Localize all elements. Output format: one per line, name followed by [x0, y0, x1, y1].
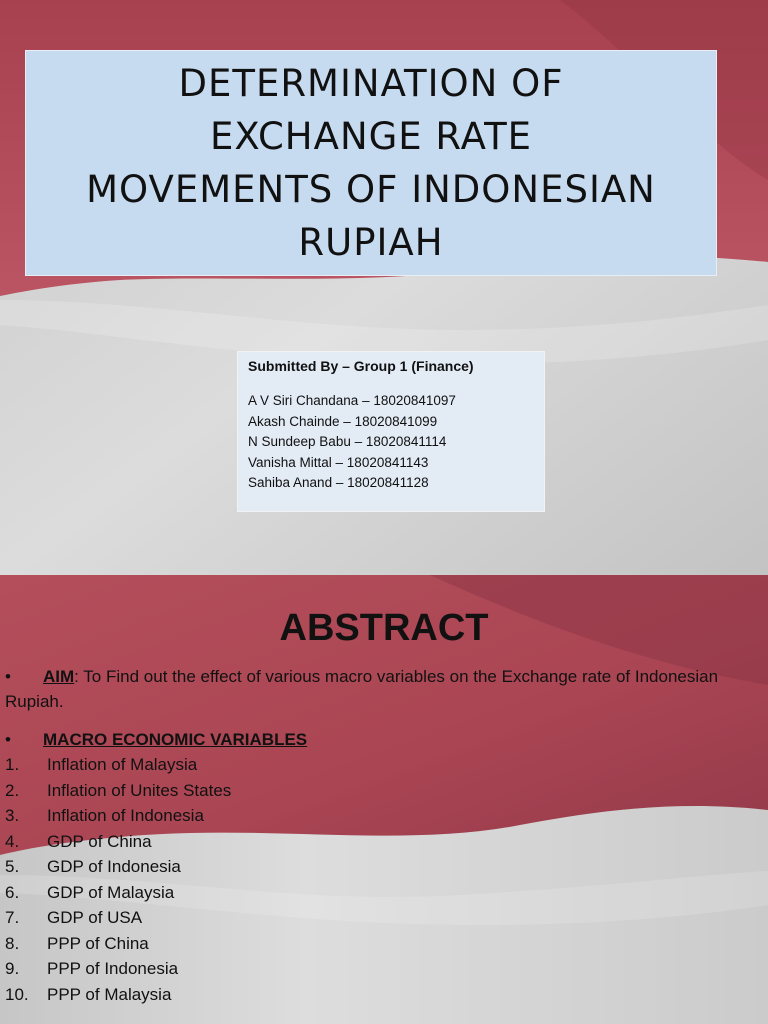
title-line-4: RUPIAH	[298, 221, 444, 264]
list-text: GDP of Indonesia	[47, 857, 181, 876]
abstract-slide	[0, 575, 768, 1024]
list-number: 9.	[5, 959, 20, 978]
list-text: GDP of USA	[47, 908, 143, 927]
title-line-2: EXCHANGE RATE	[209, 115, 533, 158]
presentation-title	[26, 57, 716, 269]
list-text: GDP of Malaysia	[47, 882, 175, 902]
list-number: 8.	[5, 933, 20, 953]
title-line-1: DETERMINATION OF	[178, 62, 564, 105]
bullet-aim: •	[5, 667, 11, 686]
list-number: 10.	[5, 984, 29, 1004]
list-item	[5, 931, 765, 957]
submitted-by-box	[237, 351, 545, 512]
list-text: Inflation of Unites States	[47, 780, 232, 800]
list-item	[5, 854, 765, 880]
variables-heading-line	[5, 727, 765, 752]
list-number: 2.	[5, 780, 20, 800]
list-text: Inflation of Indonesia	[47, 806, 204, 825]
member-2: Akash Chainde – 18020841099	[248, 413, 438, 429]
list-item	[5, 880, 765, 906]
list-item	[5, 905, 765, 931]
list-number: 4.	[5, 831, 20, 851]
aim-label: AIM	[43, 667, 75, 686]
list-number: 1.	[5, 755, 20, 774]
list-text: GDP of China	[47, 831, 152, 851]
list-item	[5, 956, 765, 982]
list-number: 6.	[5, 882, 20, 902]
bullet-variables: •	[5, 730, 11, 749]
list-item	[5, 982, 765, 1008]
list-item	[5, 778, 765, 804]
title-line-3: MOVEMENTS OF INDONESIAN	[86, 168, 656, 211]
variables-list	[5, 752, 765, 1007]
member-5: Sahiba Anand – 18020841128	[248, 475, 429, 490]
list-item	[5, 803, 765, 829]
abstract-content	[5, 664, 765, 1007]
list-number: 7.	[5, 908, 20, 927]
list-text: PPP of Malaysia	[47, 984, 172, 1004]
member-3: N Sundeep Babu – 18020841114	[248, 434, 447, 449]
list-number: 3.	[5, 806, 20, 825]
aim-paragraph	[5, 664, 765, 714]
list-number: 5.	[5, 857, 20, 876]
list-item	[5, 752, 765, 778]
variables-heading: MACRO ECONOMIC VARIABLES	[43, 730, 308, 749]
aim-text: : To Find out the effect of various macro variables on the Exchange rate of Indonesian Rupiah.	[5, 667, 719, 711]
list-text: PPP of China	[47, 933, 149, 953]
list-text: PPP of Indonesia	[47, 959, 179, 978]
submitted-by-heading: Submitted By – Group 1 (Finance)	[248, 358, 474, 374]
list-item	[5, 829, 765, 855]
member-1: A V Siri Chandana – 18020841097	[248, 393, 456, 408]
member-4: Vanisha Mittal – 18020841143	[248, 454, 429, 470]
list-text: Inflation of Malaysia	[47, 755, 198, 774]
title-box	[25, 50, 717, 276]
abstract-title: ABSTRACT	[279, 607, 489, 649]
